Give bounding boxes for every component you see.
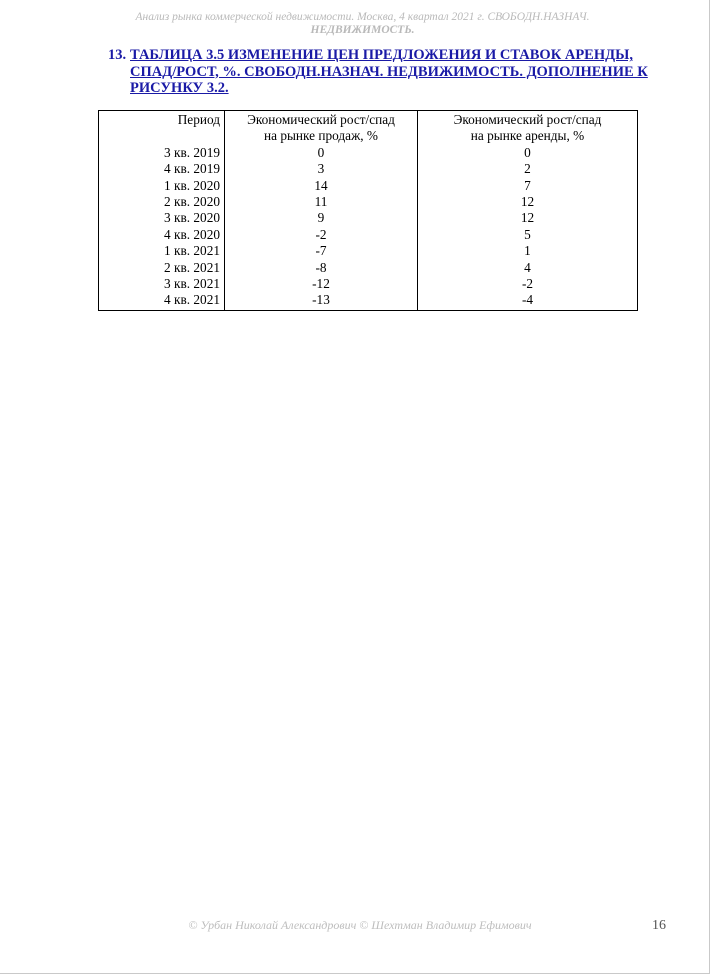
table-row	[99, 227, 638, 243]
section-title-text: ТАБЛИЦА 3.5 ИЗМЕНЕНИЕ ЦЕН ПРЕДЛОЖЕНИЯ И СТАВОК АРЕНДЫ, СПАД/РОСТ, %. СВОБОДН.НАЗНАЧ. НЕДВИЖИМОСТЬ. ДОПОЛНЕНИЕ К РИСУНКУ 3.2.	[130, 47, 648, 96]
cell-rent-change: 12	[520, 210, 535, 226]
cell-sales-change: 14	[225, 178, 418, 194]
table-row	[99, 210, 638, 226]
cell-period: 4 кв. 2020	[99, 227, 225, 243]
cell-sales-change: -12	[225, 276, 418, 292]
cell-rent-change: 12	[520, 194, 535, 210]
table-body	[99, 145, 638, 311]
cell-sales-change: 3	[225, 161, 418, 177]
cell-sales-change: 0	[225, 145, 418, 161]
cell-sales-change: 9	[225, 210, 418, 226]
cell-rent-change: 0	[524, 144, 531, 160]
footer-copyright: © Урбан Николай Александрович © Шехтман Владимир Ефимович	[188, 918, 532, 932]
cell-rent-change: 2	[524, 161, 531, 177]
table-row	[99, 161, 638, 177]
cell-rent-change: -2	[521, 276, 534, 292]
cell-period: 4 кв. 2021	[99, 292, 225, 310]
cell-sales-change: -2	[225, 227, 418, 243]
cell-period: 1 кв. 2021	[99, 243, 225, 259]
cell-rent-change: 1	[524, 243, 531, 259]
running-header-line-2: НЕДВИЖИМОСТЬ.	[310, 24, 415, 36]
table-row	[99, 260, 638, 276]
header-rent-line-2: на рынке аренды, %	[470, 128, 585, 144]
cell-period: 1 кв. 2020	[99, 178, 225, 194]
header-sales-line-1: Экономический рост/спад	[247, 112, 395, 127]
cell-period: 4 кв. 2019	[99, 161, 225, 177]
table-row	[99, 276, 638, 292]
cell-rent-change: 4	[524, 259, 531, 275]
section-number: 13.	[108, 47, 127, 63]
table-header-row	[99, 111, 638, 145]
cell-rent-change: 5	[524, 226, 531, 242]
table-row	[99, 145, 638, 161]
running-header-line-1: Анализ рынка коммерческой недвижимости. Москва, 4 квартал 2021 г. СВОБОДН.НАЗНАЧ.	[135, 11, 590, 23]
header-rent	[418, 111, 638, 145]
cell-rent-change: -4	[521, 292, 534, 308]
cell-sales-change: 11	[225, 194, 418, 210]
cell-sales-change: -13	[225, 292, 418, 310]
table-row	[99, 178, 638, 194]
table-row	[99, 292, 638, 310]
cell-period: 2 кв. 2020	[99, 194, 225, 210]
header-period-label: Период	[177, 112, 220, 127]
header-period	[99, 111, 225, 145]
header-rent-line-1: Экономический рост/спад	[453, 112, 602, 127]
cell-period: 2 кв. 2021	[99, 260, 225, 276]
running-header	[100, 11, 625, 37]
cell-rent-change: 7	[524, 177, 531, 193]
price-change-table	[98, 110, 638, 311]
page-number: 16	[652, 918, 666, 933]
cell-sales-change: -7	[225, 243, 418, 259]
cell-period: 3 кв. 2020	[99, 210, 225, 226]
header-sales-line-2: на рынке продаж, %	[263, 128, 378, 144]
header-sales	[225, 111, 418, 145]
cell-period: 3 кв. 2019	[99, 145, 225, 161]
table-row	[99, 243, 638, 259]
table-row	[99, 194, 638, 210]
cell-period: 3 кв. 2021	[99, 276, 225, 292]
cell-sales-change: -8	[225, 260, 418, 276]
